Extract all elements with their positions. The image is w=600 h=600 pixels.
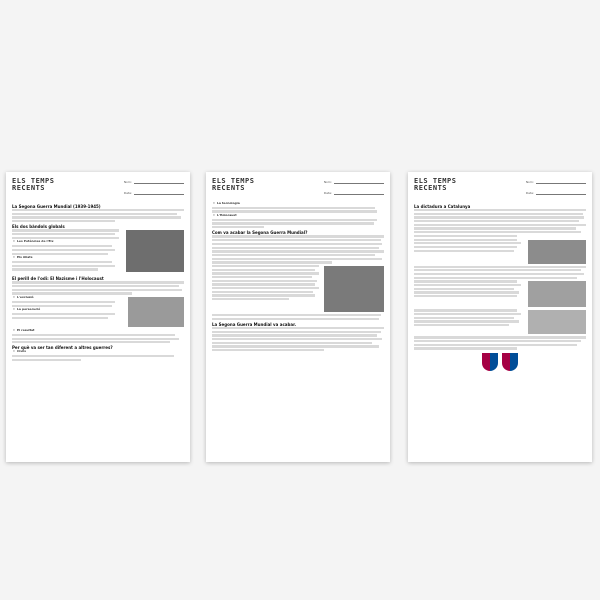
- worksheet-page-1: [6, 172, 190, 462]
- worksheet-page-3: [408, 172, 592, 462]
- bullet-item: • L'Holocaust: [217, 214, 384, 218]
- page-body: [6, 204, 190, 361]
- page-header: [206, 172, 390, 202]
- bullet-item: • Les Potències de l'Eix: [17, 240, 184, 244]
- logo-line-2: RECENTS: [414, 184, 448, 192]
- date-line: [536, 192, 586, 195]
- section-heading: La Segona Guerra Mundial va acabar.: [212, 321, 296, 327]
- photo-atomic-explosion: [324, 266, 384, 312]
- logo: [212, 178, 254, 192]
- logo-line-2: RECENTS: [12, 184, 46, 192]
- logo: [414, 178, 456, 192]
- student-fields: [526, 180, 586, 202]
- date-label: Data:: [323, 191, 332, 195]
- name-line: [334, 181, 384, 184]
- photo-franco: [528, 240, 586, 264]
- bullet-item: • L'exclusió: [17, 296, 184, 300]
- bullet-item: • La tecnologia: [217, 202, 384, 206]
- logo: [12, 178, 54, 192]
- bullet-item: • Civils: [17, 350, 184, 354]
- photo-valley: [528, 310, 586, 334]
- date-label: Data:: [123, 191, 132, 195]
- page-header: [408, 172, 592, 202]
- bullet-item: • El resultat: [17, 329, 184, 333]
- crest-icon: [502, 353, 518, 371]
- photo-soldiers: [126, 230, 184, 272]
- name-label: Nom:: [525, 180, 534, 184]
- logo-line-1: ELS TEMPS: [12, 177, 55, 185]
- photo-camp: [128, 297, 184, 327]
- name-line: [134, 181, 184, 184]
- name-label: Nom:: [323, 180, 332, 184]
- name-label: Nom:: [123, 180, 132, 184]
- crest-icon: [482, 353, 498, 371]
- section-heading: El perill de l'odi: El Nazisme i l'Holocaust: [12, 276, 104, 282]
- football-crests: [414, 353, 586, 371]
- name-line: [536, 181, 586, 184]
- page-title: La Segona Guerra Mundial (1939-1945): [12, 204, 101, 209]
- date-label: Data:: [525, 191, 534, 195]
- bullet-item: • Els Aliats: [17, 256, 184, 260]
- logo-line-1: ELS TEMPS: [212, 177, 255, 185]
- section-heading: Els dos bàndols globals: [12, 224, 65, 230]
- page-title: La dictadura a Catalunya: [414, 204, 471, 209]
- date-line: [134, 192, 184, 195]
- student-fields: [124, 180, 184, 202]
- section-heading: Com va acabar la Segona Guerra Mundial?: [212, 230, 308, 236]
- bullet-item: • La persecució: [17, 308, 184, 312]
- student-fields: [324, 180, 384, 202]
- page-header: [6, 172, 190, 202]
- date-line: [334, 192, 384, 195]
- photo-monument: [528, 281, 586, 307]
- page-body: [206, 202, 390, 351]
- logo-line-1: ELS TEMPS: [414, 177, 457, 185]
- section-heading: Per què va ser tan diferent a altres guerres?: [12, 345, 113, 351]
- page-body: [408, 204, 592, 371]
- worksheet-page-2: [206, 172, 390, 462]
- logo-line-2: RECENTS: [212, 184, 246, 192]
